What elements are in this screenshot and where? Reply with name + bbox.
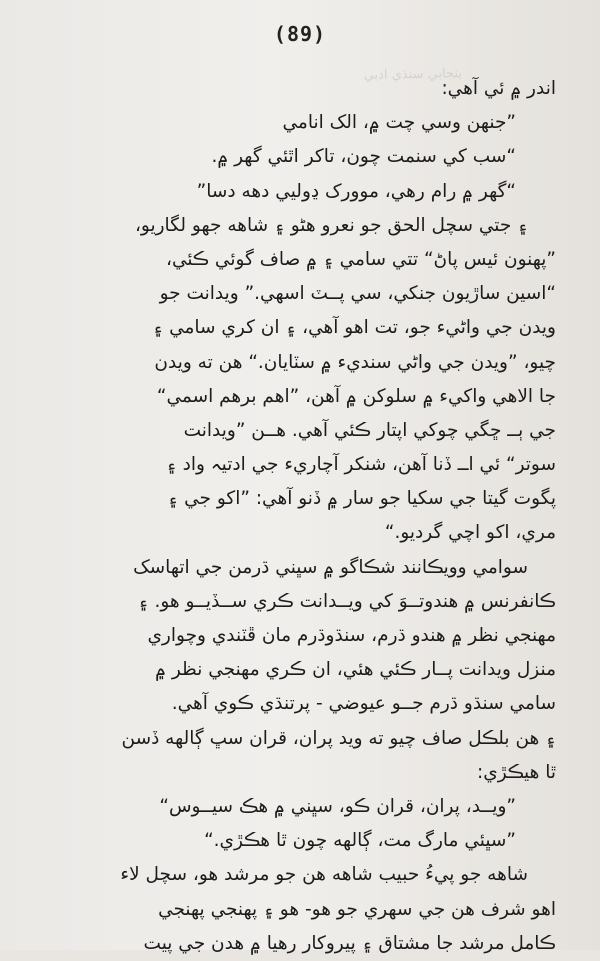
text-line: اهو شرف هن جي سهري جو هو- هو ۽ پهنجي پهنجي — [158, 898, 556, 920]
text-line: سوامي وويڪانند شڪاگو ۾ سڀني ڌرمن جي اتهاسک — [133, 556, 528, 578]
text-line: ڪامل مرشد جا مشتاق ۽ پيروکار رهيا ۾ هدن جي پيت — [143, 932, 556, 954]
text-line: ”سڀئي مارگ مت، ڳالهه چون ٿا هڪڙي.“ — [204, 830, 516, 852]
text-line: ۽ هن بلڪل صاف چيو ته ويد پران، قران سڀ ڳالهه ڏسن — [121, 727, 556, 749]
text-line: سامي سنڌو ڌرم جــو عيوضي - پرتنڌي ڪوي آهي. — [171, 693, 556, 715]
text-line: چيو، ”ويدن جي واڻي سنديء ۾ سٽايان.“ هن ته ويدن — [154, 351, 556, 373]
text-line: “سب کي سنمت چون، تاکر اٿئي گهر ۾. — [211, 146, 516, 168]
text-line: جا الاهي واکيء ۾ سلوکن ۾ آهن، ”اهم برهم اسمي“ — [156, 385, 556, 407]
text-line: ۽ جتي سچل الحق جو نعرو هڻو ۽ شاهه جهو لگاريو، — [134, 214, 528, 236]
text-line: اندر ۾ ئي آهي: — [441, 78, 556, 99]
text-line: مري، اکو اچي گرديو.“ — [384, 522, 556, 544]
text-line: جي ٻــ ڇگي چوکي اپتار ڪئي آهي. هــن ”ويدانت — [183, 419, 556, 441]
text-line: “گهر ۾ رام رهي، موورک ڍوليي دهه دسا” — [196, 180, 516, 202]
text-line: منزل ويدانت پــار ڪئي هئي، ان ڪري مهنجي نظر ۾ — [155, 659, 556, 681]
page-number: (89) — [273, 22, 327, 46]
page-body-text — [48, 72, 556, 961]
text-line: شاهه جو پيءُ حبيب شاهه هن جو مرشد هو، سچل لاء — [120, 864, 528, 886]
text-line: “اسين ساڙيون جنکي، سي پــٽ اسهي.” ويدانت جو — [159, 283, 556, 305]
text-line: ويدن جي واڻيء جو، تت اهو آهي، ۽ ان کري سامي ۽ — [152, 317, 556, 339]
text-line: ”پهنون ئيس پاڻ“ تتي سامي ۽ ۾ صاف گوئي ڪئي، — [166, 248, 556, 270]
text-line: مهنجي نظر ۾ هندو ڌرم، سنڌوڌرم مان ڦٽندي وچواري — [147, 625, 556, 646]
text-line: پگوت گيتا جي سکيا جو سار ۾ ڏنو آهي: ”اکو جي ۽ — [167, 488, 556, 510]
text-line: ڪانفرنس ۾ هندوتــوَ کي ويــدانت ڪري ســڏيــو هو. ۽ — [137, 590, 556, 612]
text-line: ٿا هيڪڙي: — [477, 761, 556, 783]
faint-bleed-through-text: پنجابي سنڌي ادبي — [363, 66, 463, 83]
text-line: سوتر“ ئي اــ ڏنا آهن، شنکر آچاريء جي ادتيہ واد ۽ — [165, 454, 556, 476]
text-line: ”ويــد، پران، قران ڪو، سڀني ۾ هڪ سيــوس“ — [159, 795, 516, 817]
text-line: ”جنهن وسي چت ۾، الک انامي — [282, 112, 516, 134]
